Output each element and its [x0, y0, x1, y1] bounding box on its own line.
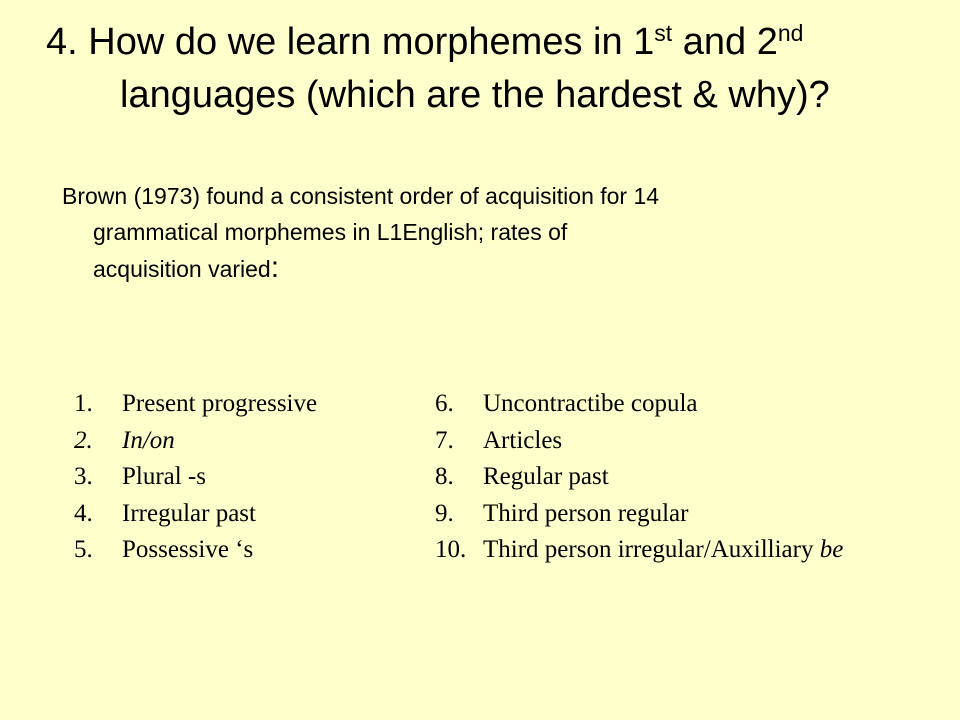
body-paragraph [62, 178, 922, 287]
list-item: 8. Regular past [435, 463, 609, 490]
list-item: 5. Possessive ‘s [74, 536, 254, 563]
body-line-1: Brown (1973) found a consistent order of acquisition for 14 [62, 183, 660, 209]
list-item: 6. Uncontractibe copula [435, 390, 698, 417]
list-item: 10. Third person irregular/Auxilliary be [435, 536, 844, 563]
list-item: 2. In/on [74, 426, 175, 454]
morpheme-list-right [435, 386, 843, 569]
body-line-2: grammatical morphemes in L1English; rates of [93, 219, 568, 245]
title-line-2: languages (which are the hardest & why)? [120, 74, 830, 116]
list-item: 4. Irregular past [74, 499, 256, 527]
list-item: 3. Plural -s [74, 463, 207, 490]
body-line-3: acquisition varied: [93, 251, 280, 284]
list-item: 1. Present progressive [74, 390, 318, 417]
list-item: 7. Articles [435, 426, 563, 454]
title-line-1: 4. How do we learn morphemes in 1st and 2nd [46, 20, 804, 63]
list-item: 9. Third person regular [435, 499, 689, 527]
slide-title [46, 16, 946, 122]
morpheme-list-left [74, 386, 317, 569]
